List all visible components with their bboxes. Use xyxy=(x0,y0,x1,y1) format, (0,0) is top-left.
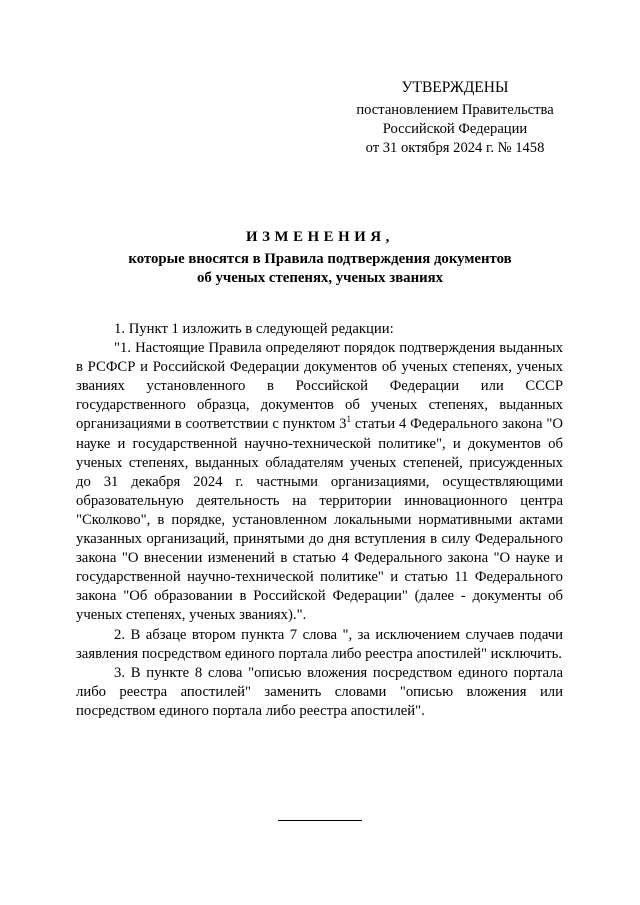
document-body xyxy=(76,320,563,721)
approval-line-3: от 31 октября 2024 г. № 1458 xyxy=(365,140,545,156)
paragraph-4: 3. В пункте 8 слова "описью вложения посредством единого портала либо реестра апостилей" заменить словами "описью вложения или посредством единого портала либо реестра апостилей". xyxy=(76,664,563,719)
title-main: ИЗМЕНЕНИЯ, xyxy=(246,229,394,245)
paragraph-2-part-a: "1. Настоящие Правила определяют порядок подтверждения выданных в РСФСР и Российской Федерации документов об ученых степенях, ученых званиях установленного в Российской Федерации или СССР государственного образца, документов об ученых степенях, выданных организациями в соответствии с пунктом 3 xyxy=(76,340,563,433)
paragraph-2 xyxy=(76,339,563,625)
approval-line-2: Российской Федерации xyxy=(382,121,528,137)
paragraph-3: 2. В абзаце втором пункта 7 слова ", за исключением случаев подачи заявления посредством единого портала либо реестра апостилей" исключить. xyxy=(76,626,563,662)
approval-block xyxy=(340,78,570,158)
document-title xyxy=(70,228,570,288)
footnote-superscript: 1 xyxy=(346,414,352,425)
paragraph-1: 1. Пункт 1 изложить в следующей редакции: xyxy=(114,321,394,337)
title-sub-1: которые вносятся в Правила подтверждения документов xyxy=(128,251,512,267)
title-sub-2: об ученых степенях, ученых званиях xyxy=(196,270,444,286)
approval-heading: УТВЕРЖДЕНЫ xyxy=(401,79,509,96)
closing-rule xyxy=(278,820,362,821)
approval-line-1: постановлением Правительства xyxy=(356,102,554,118)
paragraph-2-part-b: статьи 4 Федерального закона "О науке и государственной научно-технической политике", и документов об ученых степенях, выданных обладателям ученых степеней, присужденных до 31 декабря 2024 г. частными организациями, осуществляющими образовательную деятельность на территории инновационного центра "Сколково", в порядке, установленном локальными нормативными актами указанных организаций, принятыми до дня вступления в силу Федерального закона "О внесении изменений в статью 4 Федерального закона "О науке и государственной научно-технической политике" и статью 11 Федерального закона "Об образовании в Российской Федерации" (далее - документы об ученых степенях, ученых званиях).". xyxy=(76,416,564,624)
